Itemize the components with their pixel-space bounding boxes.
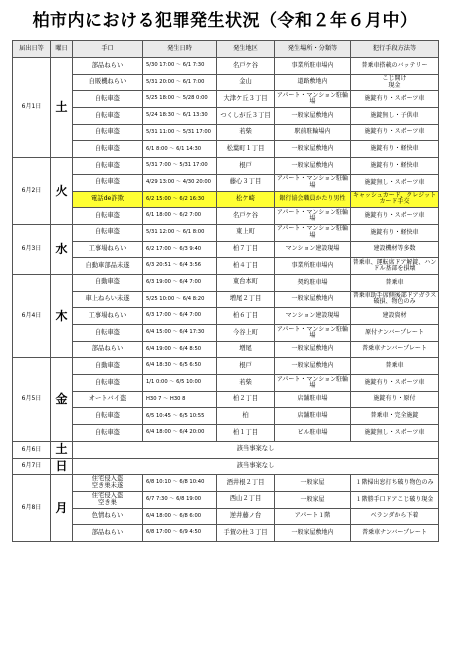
header-area: 発生地区 bbox=[217, 41, 275, 58]
cell-desc: 普乗車ナンバープレート bbox=[351, 341, 439, 358]
cell-datetime: 4/29 13:00 ～ 4/30 20:00 bbox=[143, 174, 217, 191]
cell-place: 店舗駐車場 bbox=[275, 408, 351, 425]
cell-place: アパート・マンション駐輪場 bbox=[275, 224, 351, 241]
cell-desc: 普乗車搭載のバッテリー bbox=[351, 58, 439, 75]
cell-place: アパート・マンション駐輪場 bbox=[275, 325, 351, 342]
row-dow: 火 bbox=[51, 158, 73, 225]
cell-area: 大津ケ丘３丁目 bbox=[217, 91, 275, 108]
cell-place: 店舗駐車場 bbox=[275, 391, 351, 408]
cell-desc: 施錠無し・スポーツ車 bbox=[351, 174, 439, 191]
cell-method: 自転車盗 bbox=[73, 375, 143, 392]
cell-place: アパート・マンション駐輪場 bbox=[275, 208, 351, 225]
cell-method: 自転車盗 bbox=[73, 158, 143, 175]
row-dow: 土 bbox=[51, 441, 73, 458]
cell-area: 手賀の杜３丁目 bbox=[217, 525, 275, 542]
cell-place: 一般家屋 bbox=[275, 491, 351, 508]
cell-method: 自転車盗 bbox=[73, 141, 143, 158]
table-row bbox=[13, 341, 439, 358]
cell-datetime: 5/31 12:00 ～ 6/1 8:00 bbox=[143, 224, 217, 241]
cell-datetime: 5/31 7:00 ～ 5/31 17:00 bbox=[143, 158, 217, 175]
cell-datetime: 6/4 15:00 ～ 6/4 17:30 bbox=[143, 325, 217, 342]
cell-desc: 施錠有り・軽快車 bbox=[351, 141, 439, 158]
cell-datetime: 5/24 18:30 ～ 6/1 13:30 bbox=[143, 108, 217, 125]
table-row bbox=[13, 258, 439, 275]
row-date: 6月8日 bbox=[13, 475, 51, 542]
cell-datetime: 5/25 18:00 ～ 5/28 0:00 bbox=[143, 91, 217, 108]
cell-desc: 普乗車、運転席ドア解錠、ハンドル基部を損壊 bbox=[351, 258, 439, 275]
cell-place: アパート・マンション駐輪場 bbox=[275, 174, 351, 191]
cell-method: 自動車盗 bbox=[73, 274, 143, 291]
cell-method: 自転車盗 bbox=[73, 91, 143, 108]
cell-area: 金山 bbox=[217, 74, 275, 91]
table-row bbox=[13, 375, 439, 392]
cell-desc: 施錠無し・スポーツ車 bbox=[351, 425, 439, 442]
page-title: 柏市内における犯罪発生状況（令和２年６月中） bbox=[32, 11, 418, 31]
cell-place: 一般家屋敷地内 bbox=[275, 141, 351, 158]
cell-desc: 建設機材等多数 bbox=[351, 241, 439, 258]
cell-desc: 普乗車助手席側後部ドアガラス破損、物色のみ bbox=[351, 291, 439, 308]
cell-place: 事業所駐車場内 bbox=[275, 58, 351, 75]
row-date: 6月4日 bbox=[13, 274, 51, 357]
table-row bbox=[13, 191, 439, 208]
cell-desc: 普乗車・完全施錠 bbox=[351, 408, 439, 425]
cell-datetime: 5/25 10:00 ～ 6/4 8:20 bbox=[143, 291, 217, 308]
cell-method: 自動車盗 bbox=[73, 358, 143, 375]
cell-area: 柏１丁目 bbox=[217, 425, 275, 442]
cell-datetime: 6/7 7:30 ～ 6/8 19:00 bbox=[143, 491, 217, 508]
header-datetime: 発生日時 bbox=[143, 41, 217, 58]
cell-place: 道路敷地内 bbox=[275, 74, 351, 91]
table-row bbox=[13, 124, 439, 141]
row-dow: 木 bbox=[51, 274, 73, 357]
cell-area: 柏４丁目 bbox=[217, 258, 275, 275]
table-row bbox=[13, 58, 439, 75]
cell-desc: 原付ナンバープレート bbox=[351, 325, 439, 342]
cell-area: 柏７丁目 bbox=[217, 241, 275, 258]
cell-area: 根戸 bbox=[217, 358, 275, 375]
table-row bbox=[13, 208, 439, 225]
row-date: 6月2日 bbox=[13, 158, 51, 225]
cell-desc: ベランダから下着 bbox=[351, 508, 439, 525]
cell-method: 部品ねらい bbox=[73, 341, 143, 358]
cell-method: 電話de詐欺 bbox=[73, 191, 143, 208]
cell-desc: 施錠有り・原付 bbox=[351, 391, 439, 408]
table-header-row bbox=[13, 41, 439, 58]
cell-method: 住宅侵入盗 空き巣未遂 bbox=[73, 475, 143, 492]
table-row bbox=[13, 441, 439, 458]
cell-datetime: 5/30 17:00 ～ 6/1 7:30 bbox=[143, 58, 217, 75]
row-date: 6月1日 bbox=[13, 58, 51, 158]
cell-desc: １階掃出窓打ち破り物色のみ bbox=[351, 475, 439, 492]
cell-desc: 施錠無し・子供車 bbox=[351, 108, 439, 125]
table-row bbox=[13, 508, 439, 525]
cell-datetime: 6/4 18:30 ～ 6/5 6:50 bbox=[143, 358, 217, 375]
cell-place: アパート・マンション駐輪場 bbox=[275, 375, 351, 392]
table-row bbox=[13, 308, 439, 325]
cell-desc: キャッシュカード、クレジットカード手交 bbox=[351, 191, 439, 208]
cell-method: 自販機ねらい bbox=[73, 74, 143, 91]
no-incidents: 該当事案なし bbox=[73, 441, 439, 458]
cell-area: 名戸ケ谷 bbox=[217, 208, 275, 225]
cell-place: 一般家屋敷地内 bbox=[275, 341, 351, 358]
cell-place: 一般家屋敷地内 bbox=[275, 358, 351, 375]
cell-desc: １階勝手口ドアこじ破り現金 bbox=[351, 491, 439, 508]
cell-datetime: H30 7 ～ H30 8 bbox=[143, 391, 217, 408]
cell-datetime: 6/5 10:45 ～ 6/5 10:55 bbox=[143, 408, 217, 425]
cell-datetime: 6/1 18:00 ～ 6/2 7:00 bbox=[143, 208, 217, 225]
cell-datetime: 6/2 15:00 ～ 6/2 16:30 bbox=[143, 191, 217, 208]
cell-place: 駅前駐輪場内 bbox=[275, 124, 351, 141]
table-row bbox=[13, 158, 439, 175]
cell-method: 自転車盗 bbox=[73, 325, 143, 342]
cell-place: 事業所駐車場内 bbox=[275, 258, 351, 275]
cell-method: 工事場ねらい bbox=[73, 241, 143, 258]
cell-area: 酒井根２丁目 bbox=[217, 475, 275, 492]
cell-place: アパート・マンション駐輪場 bbox=[275, 91, 351, 108]
cell-area: 東台本町 bbox=[217, 274, 275, 291]
table-row bbox=[13, 325, 439, 342]
cell-place: 一般家屋敷地内 bbox=[275, 525, 351, 542]
cell-method: 自転車盗 bbox=[73, 224, 143, 241]
row-date: 6月7日 bbox=[13, 458, 51, 475]
cell-area: 藤心３丁目 bbox=[217, 174, 275, 191]
table-row bbox=[13, 91, 439, 108]
row-dow: 月 bbox=[51, 475, 73, 542]
cell-datetime: 6/3 20:51 ～ 6/4 3:56 bbox=[143, 258, 217, 275]
cell-place: ビル駐車場 bbox=[275, 425, 351, 442]
cell-method: 部品ねらい bbox=[73, 525, 143, 542]
table-row bbox=[13, 358, 439, 375]
cell-place: アパート１階 bbox=[275, 508, 351, 525]
table-row bbox=[13, 141, 439, 158]
cell-datetime: 6/4 18:00 ～ 6/8 6:00 bbox=[143, 508, 217, 525]
cell-method: 色情ねらい bbox=[73, 508, 143, 525]
row-date: 6月5日 bbox=[13, 358, 51, 441]
cell-desc: 施錠有り・スポーツ車 bbox=[351, 208, 439, 225]
crime-table bbox=[12, 40, 439, 542]
cell-area: 柏 bbox=[217, 408, 275, 425]
cell-desc: 普乗車 bbox=[351, 358, 439, 375]
cell-method: 車上ねらい未遂 bbox=[73, 291, 143, 308]
cell-method: 自転車盗 bbox=[73, 425, 143, 442]
cell-area: 若柴 bbox=[217, 124, 275, 141]
cell-datetime: 6/8 10:10 ～ 6/8 10:40 bbox=[143, 475, 217, 492]
cell-method: 自転車盗 bbox=[73, 174, 143, 191]
cell-datetime: 5/31 11:00 ～ 5/31 17:00 bbox=[143, 124, 217, 141]
cell-method: 住宅侵入盗 空き巣 bbox=[73, 491, 143, 508]
header-method: 手口 bbox=[73, 41, 143, 58]
row-date: 6月6日 bbox=[13, 441, 51, 458]
cell-place: 一般家屋敷地内 bbox=[275, 108, 351, 125]
row-dow: 土 bbox=[51, 58, 73, 158]
table-row bbox=[13, 291, 439, 308]
cell-area: 逆井藤ノ台 bbox=[217, 508, 275, 525]
cell-desc: 普乗車 bbox=[351, 274, 439, 291]
table-row bbox=[13, 224, 439, 241]
table-row bbox=[13, 174, 439, 191]
cell-place: 一般家屋敷地内 bbox=[275, 291, 351, 308]
table-row bbox=[13, 458, 439, 475]
table-row bbox=[13, 274, 439, 291]
row-dow: 水 bbox=[51, 224, 73, 274]
cell-datetime: 6/3 19:00 ～ 6/4 7:00 bbox=[143, 274, 217, 291]
no-incidents: 該当事案なし bbox=[73, 458, 439, 475]
header-date: 届出日等 bbox=[13, 41, 51, 58]
cell-datetime: 1/1 0:00 ～ 6/5 10:00 bbox=[143, 375, 217, 392]
table-row bbox=[13, 391, 439, 408]
cell-area: 増尾 bbox=[217, 341, 275, 358]
cell-method: 部品ねらい bbox=[73, 58, 143, 75]
header-dow: 曜日 bbox=[51, 41, 73, 58]
table-row bbox=[13, 425, 439, 442]
cell-datetime: 6/4 19:00 ～ 6/4 8:50 bbox=[143, 341, 217, 358]
table-body bbox=[13, 58, 439, 542]
cell-area: つくしが丘３丁目 bbox=[217, 108, 275, 125]
cell-datetime: 6/4 18:00 ～ 6/4 20:00 bbox=[143, 425, 217, 442]
cell-method: 自転車盗 bbox=[73, 124, 143, 141]
cell-area: 今谷上町 bbox=[217, 325, 275, 342]
cell-area: 根戸 bbox=[217, 158, 275, 175]
cell-area: 東上町 bbox=[217, 224, 275, 241]
cell-desc: 施錠有り・スポーツ車 bbox=[351, 124, 439, 141]
cell-datetime: 6/2 17:00 ～ 6/3 9:40 bbox=[143, 241, 217, 258]
cell-method: 自転車盗 bbox=[73, 408, 143, 425]
header-place: 発生場所・分類等 bbox=[275, 41, 351, 58]
cell-desc: こじ開け 現金 bbox=[351, 74, 439, 91]
cell-place: 契約駐車場 bbox=[275, 274, 351, 291]
cell-area: 柏２丁目 bbox=[217, 391, 275, 408]
cell-desc: 建設資材 bbox=[351, 308, 439, 325]
cell-method: 自転車盗 bbox=[73, 208, 143, 225]
row-date: 6月3日 bbox=[13, 224, 51, 274]
cell-datetime: 6/3 17:00 ～ 6/4 7:00 bbox=[143, 308, 217, 325]
cell-method: 自転車盗 bbox=[73, 108, 143, 125]
table-row bbox=[13, 491, 439, 508]
cell-place: マンション建設現場 bbox=[275, 241, 351, 258]
cell-method: 工事場ねらい bbox=[73, 308, 143, 325]
cell-area: 松ケ崎 bbox=[217, 191, 275, 208]
table-row bbox=[13, 108, 439, 125]
cell-place: 銀行協会職員かたり男性 bbox=[275, 191, 351, 208]
cell-datetime: 5/31 20:00 ～ 6/1 7:00 bbox=[143, 74, 217, 91]
table-row bbox=[13, 241, 439, 258]
table-row bbox=[13, 475, 439, 492]
cell-method: 自動車部品未遂 bbox=[73, 258, 143, 275]
cell-place: マンション建設現場 bbox=[275, 308, 351, 325]
cell-area: 西山２丁目 bbox=[217, 491, 275, 508]
cell-area: 柏６丁目 bbox=[217, 308, 275, 325]
cell-area: 増尾２丁目 bbox=[217, 291, 275, 308]
cell-datetime: 6/1 8:00 ～ 6/1 14:30 bbox=[143, 141, 217, 158]
cell-desc: 施錠有り・軽快車 bbox=[351, 158, 439, 175]
cell-place: 一般家屋 bbox=[275, 475, 351, 492]
cell-desc: 普乗車ナンバープレート bbox=[351, 525, 439, 542]
table-row bbox=[13, 408, 439, 425]
table-row bbox=[13, 74, 439, 91]
cell-desc: 施錠有り・スポーツ車 bbox=[351, 91, 439, 108]
cell-method: オートバイ盗 bbox=[73, 391, 143, 408]
row-dow: 金 bbox=[51, 358, 73, 441]
cell-area: 若柴 bbox=[217, 375, 275, 392]
header-desc: 犯行手段方法等 bbox=[351, 41, 439, 58]
cell-area: 松葉町１丁目 bbox=[217, 141, 275, 158]
cell-desc: 施錠有り・スポーツ車 bbox=[351, 375, 439, 392]
row-dow: 日 bbox=[51, 458, 73, 475]
cell-place: 一般家屋敷地内 bbox=[275, 158, 351, 175]
cell-area: 名戸ケ谷 bbox=[217, 58, 275, 75]
cell-datetime: 6/8 17:00 ～ 6/9 4:50 bbox=[143, 525, 217, 542]
cell-desc: 施錠有り・軽快車 bbox=[351, 224, 439, 241]
table-row bbox=[13, 525, 439, 542]
